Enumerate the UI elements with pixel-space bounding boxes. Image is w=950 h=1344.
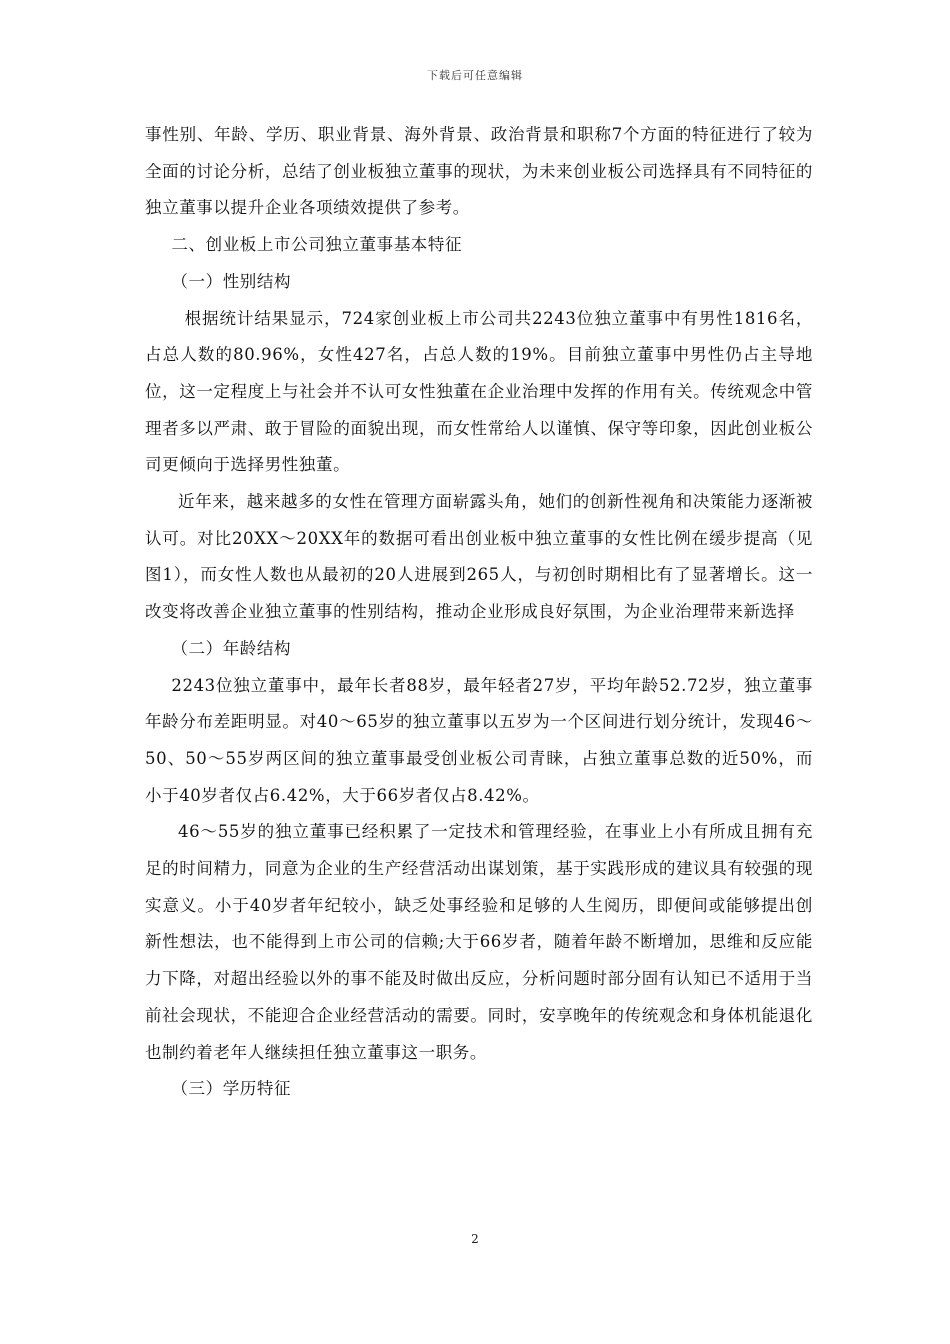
section-heading: 二、创业板上市公司独立董事基本特征 — [171, 235, 463, 255]
subsection-heading: （二）年龄结构 — [171, 638, 292, 658]
subsection-heading: （一）性别结构 — [171, 271, 292, 291]
body-paragraph: 46～55岁的独立董事已经积累了一定技术和管理经验，在事业上小有所成且拥有充足的时间精力，同意为企业的生产经营活动出谋划策，基于实践形成的建议具有较强的现实意义。小于40岁者年纪较小，缺乏处事经验和足够的人生阅历，即便间或能够提出创新性想法，也不能得到上市公司的信赖;大于66岁者，随着年龄不断增加，思维和反应能力下降，对超出经验以外的事不能及时做出反应，分析问题时部分固有认知已不适用于当前社会现状，不能迎合企业经营活动的需要。同时，安享晚年的传统观念和身体机能退化也制约着老年人继续担任独立董事这一职务。 — [145, 822, 813, 1062]
page-header: 下载后可任意编辑 — [427, 69, 523, 82]
document-body — [145, 117, 813, 1108]
page-number: 2 — [471, 1232, 479, 1246]
subsection-heading: （三）学历特征 — [171, 1079, 292, 1099]
body-paragraph: 根据统计结果显示，724家创业板上市公司共2243位独立董事中有男性1816名，占总人数的80.96%，女性427名，占总人数的19%。目前独立董事中男性仍占主导地位，这一定程度上与社会并不认可女性独董在企业治理中发挥的作用有关。传统观念中管理者多以严肃、敢于冒险的面貌出现，而女性常给人以谨慎、保守等印象，因此创业板公司更倾向于选择男性独董。 — [145, 308, 813, 475]
body-paragraph: 近年来，越来越多的女性在管理方面崭露头角，她们的创新性视角和决策能力逐渐被认可。对比20XX～20XX年的数据可看出创业板中独立董事的女性比例在缓步提高（见图1），而女性人数也从最初的20人进展到265人，与初创时期相比有了显著增长。这一改变将改善企业独立董事的性别结构，推动企业形成良好氛围，为企业治理带来新选择 — [145, 492, 813, 622]
paragraph-continuation: 事性别、年龄、学历、职业背景、海外背景、政治背景和职称7个方面的特征进行了较为全面的讨论分析，总结了创业板独立董事的现状，为未来创业板公司选择具有不同特征的独立董事以提升企业各项绩效提供了参考。 — [145, 125, 813, 218]
body-paragraph: 2243位独立董事中，最年长者88岁，最年轻者27岁，平均年龄52.72岁，独立董事年龄分布差距明显。对40～65岁的独立董事以五岁为一个区间进行划分统计，发现46～50、50～55岁两区间的独立董事最受创业板公司青睐，占独立董事总数的近50%，而小于40岁者仅占6.42%，大于66岁者仅占8.42%。 — [145, 675, 813, 805]
